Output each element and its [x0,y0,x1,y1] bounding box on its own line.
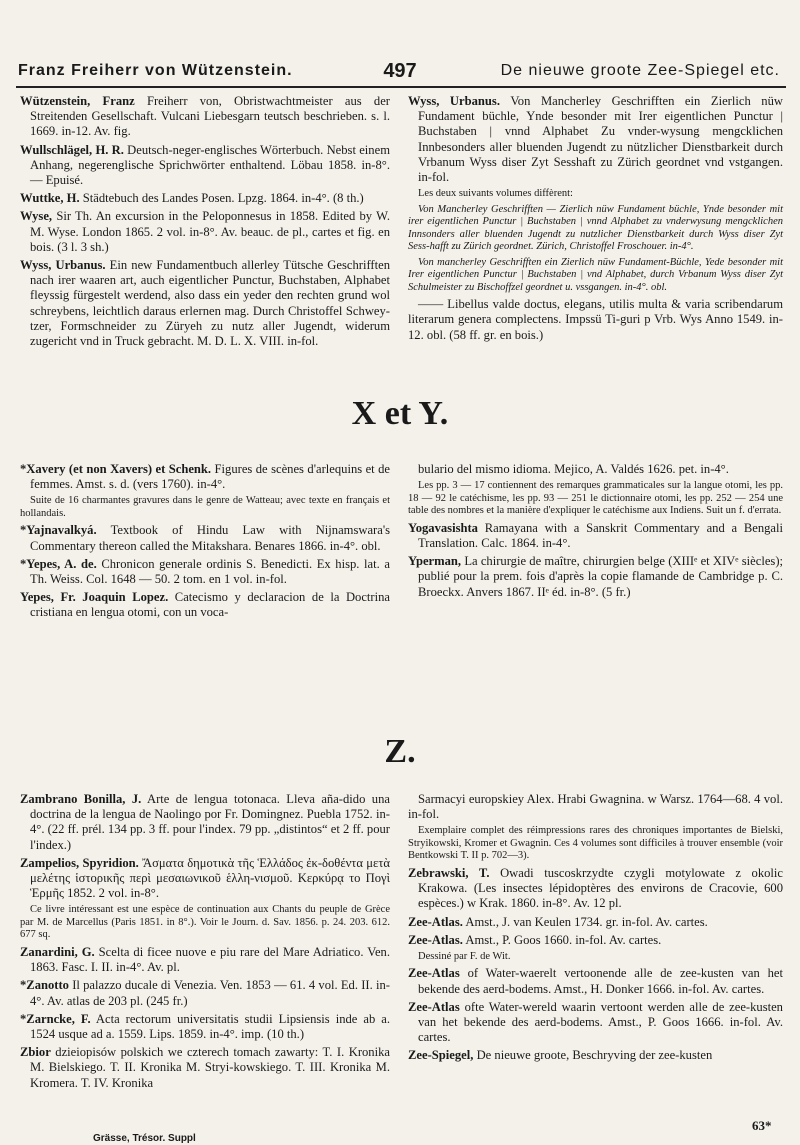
note: Les pp. 3 — 17 contiennent des remarques grammaticales sur la langue otomi, les pp. 18 — 92 le catéchisme, les pp. 93 — 251 le dictionnaire otomi, les pp. 252 — 254 une table des nombres et la manière d'expliquer le catéchisme aux Indiens. Suit un f. d'errata. [408,480,783,517]
entry-text: Städtebuch des Landes Posen. Lpzg. 1864. in-4°. (8 th.) [82,191,364,206]
entry [20,1012,390,1042]
note: Dessiné par F. de Wit. [418,950,511,962]
header-right: De nieuwe groote Zee-Spiegel etc. [500,62,780,79]
note: Suite de 16 charmantes gravures dans le genre de Watteau; avec texte en français et hollandais. [20,495,390,519]
entry [20,856,390,902]
entry-headword: *Zanotto [20,978,69,993]
entry [408,933,783,948]
entry-text: De nieuwe groote, Beschryving der zee-kusten [476,1048,713,1063]
entry-text: ofte Water-wereld waarin vertoont werden alle de zee-kusten van het bekende des aerd-bodems. Amst., P. Goos 1666. in-fol. Av. cartes. [418,999,783,1045]
entry-text: Il palazzo ducale di Venezia. Ven. 1853 — 61. 4 vol. Ed. II. in-4°. Av. atlas de 203 pl. (245 fr.) [30,978,390,1008]
entry-headword: Yogavasishta [408,520,478,535]
entry-headword: *Zarncke, F. [20,1011,91,1026]
entry-headword: Zee-Atlas. [408,914,463,929]
entry-headword: Zee-Atlas. [408,932,463,947]
entry-headword: Yperman, [408,554,462,569]
signature-mark: 63* [752,1118,772,1133]
entry-text: Freiherr von, Obristwachtmeister aus der Streitenden Gesellschaft. Vulcani Liebesgarn teutsch beschrieben. s. l. 1669. in-12. Av. fig. [30,94,390,139]
entry-text: Amst., P. Goos 1660. in-fol. Av. cartes. [465,932,662,947]
entry-headword: Zbior [20,1045,51,1060]
page-number: 497 [383,60,417,82]
entry [20,258,390,349]
entry-headword: *Xavery (et non Xavers) et Schenk. [20,462,212,476]
entry-headword: Wützenstein, Franz [20,94,135,108]
entry [20,143,390,189]
entry-headword: Wyse, [20,209,53,224]
entry [408,1048,783,1063]
entry-text: Ramayana with a Sanskrit Commentary and a Bengali Translation. Calc. 1864. in-4°. [418,520,783,550]
section2-right-column [408,462,783,603]
entry [408,1000,783,1046]
entry-text: Sir Th. An excursion in the Peloponnesus in 1858. Edited by W. M. Wyse. London 1865. 2 vol. in-8°. Av. beauc. de pl., cartes et fig. en bois. (3 l. 3 sh.) [30,209,390,254]
entry [20,945,390,975]
entry-headword: Zambrano Bonilla, J. [20,792,142,806]
entry: Wyss, Urbanus. Von Mancherley Geschrifften ein Zierlich nüw Fundament büchle, Ynde besonder mit Irer eigentlichen Punctur | Buchstaben | vnnd Alphabet Zu vnder-wysung mengcklichen Innbesonders aller bluenden Jugendt zu nützlicher Dienstbarkeit durch Vrbanum Wyss diser Zyt Sesshaft zu Zürich geordnet vnd vstgangen. in-fol. [408,94,783,185]
entry-headword: Yepes, Fr. Joaquin Lopez. [20,590,169,605]
entry [20,557,390,587]
entry [20,590,390,620]
section1-right-column [408,94,783,346]
entry-headword: *Yajnavalkyá. [20,523,97,538]
entry-text: Acta rectorum universitatis studii Lipsiensis inde ab a. 1524 usque ad a. 1559. Lips. 1859. in-4°. imp. (10 th.) [30,1011,390,1041]
section-letter-z: Z. [384,733,416,770]
entry-text: Chronicon generale ordinis S. Benedicti. Ex hisp. lat. a Th. Weiss. Col. 1648 — 50. 2 tom. en 1 vol. in-fol. [30,556,390,587]
entry-text: Scelta di ficee nuove e piu rare del Mare Adriatico. Ven. 1863. Fasc. I. II. in-4°. Av. pl. [30,944,390,975]
entry [20,191,390,206]
entry-text: Figures de scènes d'arlequins et de femmes. Amst. s. d. (vers 1760). in-4°. [30,462,391,492]
entry [20,94,390,140]
section1-left-column [20,94,390,352]
entry [20,1045,390,1091]
entry-continuation: bulario del mismo idioma. Mejico, A. Valdés 1626. pet. in-4°. [418,462,729,476]
entry [20,209,390,255]
entry-headword: Zee-Atlas [408,966,460,981]
entry-headword: Zanardini, G. [20,944,95,959]
entry [408,915,783,930]
entry-text: Ein new Fundamentbuch allerley Tütsche Geschrifften nach irer waaren art, auch eigentlicher Punctur, Buchstaben, Alphabet fleyssig fürgestelt werdend, also dass ein yeder den rechten grund wol schreybens, leichtlich daraus erlernen mag. Durch Christoffel Schwey-tzer, Formschneider zu Züryeh zu nutz aller Jugendt, widerum zugericht vnd in Truck gebracht. M. D. L. X. VIII. in-fol. [30,258,390,349]
entry-headword: Wyss, Urbanus. [20,258,106,273]
entry-text: Textbook of Hindu Law with Nijnamswara's Commentary thereon called the Mitakshara. Benares 1866. in-4°. obl. [30,523,391,553]
note: Von Mancherley Geschrifften — Zierlich nüw Fundament büchle, Ynde besonder mit irer eigentlichen Punctur | Buchstaben | vnnd Alphabet zu vnderwysung mengcklichen Innsonders aller bluenden Jugendt zu nutzlicher Dienstbarkeit durch Wyss diser Zyt Sess-hafft zu Zürich geordnet. Zürich, Christoffel Froschouer. in-4°. [408,203,783,253]
entry [408,866,783,912]
entry-headword: Zee-Atlas [408,999,460,1014]
entry [20,462,390,492]
header-left: Franz Freiherr von Wützenstein. [18,62,293,79]
entry-headword: Wuttke, H. [20,191,80,206]
note: Exemplaire complet des réimpressions rares des chroniques importantes de Bielski, Stryikowski, Kromer et Gwagnin. Ces 4 volumes sont difficiles à trouver ensemble (voir Bentkowski T. II p. 702—3). [408,825,783,862]
section2-left-column [20,462,390,624]
note: Von mancherley Geschrifften ein Zierlich nüw Fundament-Büchle, Yede besonder mit Irer eigentlichen Punctur | Buchstaben | vnd Alphabet, durch Vrbanum Wyss diser Zyt Schulmeister zu Bischoffzel geordnet u. vssgangen. in-4°. obl. [408,256,783,293]
entry [20,523,390,553]
entry [408,966,783,996]
entry [20,792,390,853]
entry-text: Deutsch-neger-englisches Wörterbuch. Nebst einem Anhang, negerenglische Sprichwörter enthaltend. Löbau 1858. in-8°. — Epuisé. [30,142,390,188]
entry-headword: *Yepes, A. de. [20,556,97,571]
note: Les deux suivants volumes diffèrent: [418,188,573,200]
entry-text: dzieiopisów polskich we czterech tomach zawarty: T. I. Kronika M. Bielskiego. T. II. Kronika M. Stryi-kowskiego. T. III. Kronika M. Kromera. T. IV. Kronika [30,1045,390,1090]
header-rule [16,86,786,88]
entry-continuation: Sarmacyi europskiey Alex. Hrabi Gwagnina. w Warsz. 1764—68. 4 vol. in-fol. [408,792,783,822]
section3-right-column [408,792,783,1067]
entry-text: La chirurgie de maître, chirurgien belge (XIIIᵉ et XIVᵉ siècles); publié pour la prem. fois d'après la copie flamande de Cambridge p. C. Broeckx. Anvers 1867. IIᵉ éd. in-8°. (5 fr.) [418,554,784,599]
entry-text: Catecismo y declaracion de la Doctrina cristiana en lengua otomi, con un voca- [30,590,390,620]
section-letter-x: X et Y. [351,395,449,432]
entry-headword: Zebrawski, T. [408,865,490,880]
entry-headword: Zee-Spiegel, [408,1048,474,1063]
entry [20,978,390,1008]
entry-text: Amst., J. van Keulen 1734. gr. in-fol. Av. cartes. [465,914,708,929]
entry-text: of Water-waerelt vertoonende alle de zee-kusten van het bekende des aerd-bodems. Amst., H. Donker 1666. in-fol. Av. cartes. [418,966,783,996]
entry-text: Owadi tuscoskrzydte czygli motylowate z okolic Krakowa. (Les insectes lépidoptères des environs de Cracovie, 600 espèces.) w Krak. 1860. in-8°. Av. 12 pl. [418,865,783,911]
entry-text: Arte de lengua totonaca. Lleva aña-dido una doctrina de la lengua de Naolingo por Fr. Domingnez. Puebla 1752. in-4°. (22 ff. prél. 134 pp. 3 ff. pour l'index. 79 pp. „distintos“ et 2 ff. pour l'index.) [30,792,390,852]
entry-headword: Zampelios, Spyridion. [20,855,139,870]
note: Ce livre intéressant est une espèce de continuation aux Chants du peuple de Grèce par M. de Marcellus (Paris 1851. in 8°.). Voir le Journ. d. Sav. 1856. p. 24. 203. 612. 677 sq. [20,904,390,941]
entry: —— Libellus valde doctus, elegans, utilis multa & varia scribendarum literarum genera complectens. Impssü Ti-guri p Vrb. Wys Anno 1549. in-12. obl. (58 ff. gr. en bois.) [408,297,783,342]
entry [408,554,783,600]
section3-left-column [20,792,390,1094]
footer-note: Grässe, Trésor. Suppl [93,1133,196,1144]
entry-text: Ἄσματα δημοτικὰ τῆς Ἑλλάδος ἐκ-δοθέντα μετὰ μελέτης ἱστορικῆς περὶ μεσαιωνικοῦ ἑλλη-νισμοῦ. Κερκύρᾳ το Πογὶ Ἑρμῆς 1852. 2 vol. in-8°. [30,855,390,901]
entry [408,521,783,551]
entry-headword: Wullschlägel, H. R. [20,142,124,157]
